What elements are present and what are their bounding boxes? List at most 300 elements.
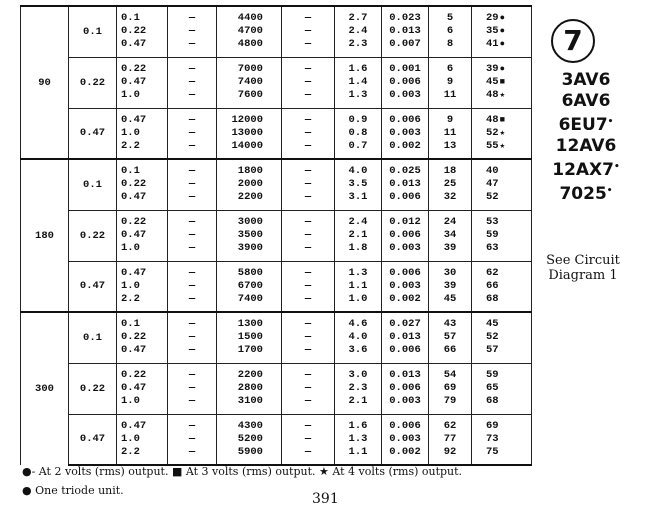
coupling-value: 0.002	[389, 292, 421, 305]
column-cell-c5	[217, 414, 282, 465]
column-cell-c8	[382, 210, 429, 261]
data-table	[20, 5, 532, 466]
output-value	[486, 229, 531, 242]
output-number: 35	[486, 25, 499, 38]
dash-mark: —	[304, 432, 312, 445]
grid-resistor-value: 0.47	[121, 229, 147, 241]
coupling-value: 0.013	[389, 369, 421, 381]
grid-resistor-value: 1.0	[121, 432, 140, 445]
output-number: 39	[486, 63, 499, 75]
column-cell-c6	[282, 414, 335, 465]
cathode-value: 2.4	[348, 25, 368, 38]
gain-value: 30	[443, 266, 457, 279]
column-cell-c9	[429, 6, 472, 57]
column-cell-c3	[117, 414, 168, 465]
dash-mark: —	[188, 395, 196, 407]
grid-resistor-value: 0.22	[121, 369, 147, 381]
coupling-value: 0.003	[389, 126, 421, 139]
cathode-value: 4.6	[348, 318, 368, 331]
dash-mark: —	[188, 126, 196, 139]
output-value	[486, 382, 531, 395]
coupling-value: 0.013	[389, 331, 421, 344]
output-number: 59	[486, 369, 499, 381]
dash-mark: —	[188, 432, 196, 445]
footnote-output-levels: ●- At 2 volts (rms) output. ■ At 3 volts (rms) output. ★ At 4 volts (rms) output.	[22, 465, 463, 478]
column-cell-c6	[282, 108, 335, 159]
table-row	[21, 6, 532, 57]
table-row	[21, 261, 532, 312]
dash-mark: —	[304, 369, 312, 381]
output-number: 55	[486, 139, 499, 152]
cathode-value: 1.6	[348, 63, 368, 75]
output-number: 62	[486, 266, 499, 279]
dash-mark: —	[304, 266, 312, 279]
coupling-value: 0.013	[389, 25, 421, 38]
tube-name: 7025	[559, 184, 607, 204]
tube-name: 6AV6	[561, 91, 611, 111]
output-number: 29	[486, 12, 499, 25]
circuit-number-badge	[551, 19, 595, 63]
dash-mark: —	[188, 419, 196, 432]
gain-value: 92	[443, 445, 457, 458]
column-cell-c9	[429, 57, 472, 108]
output-level-mark: ■	[499, 77, 506, 87]
column-cell-c4	[168, 261, 217, 312]
grid-resistor-value: 1.0	[121, 89, 140, 101]
diagram-text: Diagram 1	[548, 268, 618, 283]
column-cell-c7	[335, 363, 382, 414]
dash-mark: —	[304, 242, 312, 254]
output-value	[486, 216, 531, 229]
dash-mark: —	[304, 331, 312, 344]
dash-mark: —	[304, 229, 312, 241]
gain-value: 77	[443, 432, 457, 445]
voltage-cell: 90	[21, 6, 69, 159]
coupling-value: 0.002	[389, 139, 421, 152]
dash-mark: —	[188, 344, 196, 357]
gain-value: 57	[443, 331, 457, 344]
triode-mark: •	[613, 162, 620, 172]
triode-mark: •	[606, 186, 613, 196]
cathode-value: 2.4	[348, 216, 368, 228]
output-number: 52	[486, 331, 499, 344]
table-row	[21, 363, 532, 414]
gain-value: 13	[443, 139, 457, 152]
coupling-value: 0.006	[389, 191, 421, 204]
coupling-value: 0.007	[389, 38, 421, 51]
coupling-value: 0.012	[389, 216, 421, 228]
table-row	[21, 108, 532, 159]
column-cell-c8	[382, 159, 429, 210]
grid-resistor-value: 2.2	[121, 445, 140, 458]
column-cell-c4	[168, 6, 217, 57]
cathode-value: 2.3	[348, 38, 368, 51]
column-cell-c7	[335, 108, 382, 159]
output-number: 68	[486, 395, 499, 407]
output-number: 45	[486, 318, 499, 331]
load-resistor-value: 6700	[237, 279, 263, 292]
gain-value: 45	[443, 292, 457, 305]
dash-mark: —	[304, 63, 312, 75]
column-cell-c5	[217, 312, 282, 363]
gain-value: 54	[443, 369, 457, 381]
column-cell-c8	[382, 414, 429, 465]
table-row	[21, 312, 532, 363]
dash-mark: —	[188, 229, 196, 241]
dash-mark: —	[304, 279, 312, 292]
output-number: 75	[486, 445, 499, 458]
cathode-value: 1.0	[348, 292, 368, 305]
column-cell-c4	[168, 159, 217, 210]
grid-resistor-value: 0.47	[121, 344, 147, 357]
column-cell-c9	[429, 159, 472, 210]
column-cell-c5	[217, 159, 282, 210]
gain-value: 39	[443, 279, 457, 292]
load-resistor-value: 1300	[237, 318, 263, 331]
gain-value: 62	[443, 419, 457, 432]
output-number: 68	[486, 292, 499, 305]
column-cell-c4	[168, 414, 217, 465]
dash-mark: —	[188, 266, 196, 279]
column-cell-c5	[217, 6, 282, 57]
gain-value: 34	[443, 229, 457, 241]
gain-value: 32	[443, 191, 457, 204]
output-level-mark: ★	[499, 90, 506, 100]
column-cell-c8	[382, 6, 429, 57]
load-resistor-value: 14000	[231, 139, 263, 152]
coupling-value: 0.027	[389, 318, 421, 331]
column-cell-c6	[282, 6, 335, 57]
cathode-value: 3.1	[348, 191, 368, 204]
output-number: 59	[486, 229, 499, 241]
cathode-value: 3.0	[348, 369, 368, 381]
column-cell-c10	[472, 312, 532, 363]
output-number: 48	[486, 113, 499, 126]
column-cell-c7	[335, 6, 382, 57]
column-cell-c7	[335, 312, 382, 363]
output-value	[486, 242, 531, 255]
coupling-value: 0.006	[389, 382, 421, 394]
output-number: 48	[486, 89, 499, 101]
footnotes	[22, 462, 462, 500]
column-cell-c5	[217, 261, 282, 312]
column-cell-c5	[217, 210, 282, 261]
cathode-value: 0.8	[348, 126, 368, 139]
page-number: 391	[312, 491, 339, 507]
column-cell-c3	[117, 261, 168, 312]
dash-mark: —	[188, 216, 196, 228]
plate-resistor-cell: 0.47	[69, 414, 117, 465]
gain-value: 79	[443, 395, 457, 407]
tube-type	[531, 181, 641, 205]
grid-resistor-value: 0.1	[121, 12, 140, 25]
gain-value: 11	[443, 89, 457, 101]
column-cell-c9	[429, 108, 472, 159]
column-cell-c7	[335, 261, 382, 312]
output-value	[486, 280, 531, 293]
load-resistor-value: 3500	[237, 229, 263, 241]
column-cell-c10	[472, 210, 532, 261]
coupling-value: 0.025	[389, 165, 421, 178]
column-cell-c3	[117, 363, 168, 414]
column-cell-c5	[217, 57, 282, 108]
dash-mark: —	[304, 445, 312, 458]
column-cell-c9	[429, 312, 472, 363]
grid-resistor-value: 0.22	[121, 331, 147, 344]
column-cell-c7	[335, 210, 382, 261]
coupling-value: 0.002	[389, 445, 421, 458]
tube-name: 3AV6	[561, 70, 611, 90]
column-cell-c10	[472, 6, 532, 57]
load-resistor-value: 7000	[237, 63, 263, 75]
gain-value: 9	[446, 113, 454, 126]
output-value	[486, 420, 531, 433]
column-cell-c6	[282, 363, 335, 414]
load-resistor-value: 2200	[237, 191, 263, 204]
plate-resistor-cell: 0.22	[69, 210, 117, 261]
load-resistor-value: 5800	[237, 266, 263, 279]
voltage-cell: 180	[21, 159, 69, 312]
grid-resistor-value: 0.22	[121, 216, 147, 228]
dash-mark: —	[304, 216, 312, 228]
gain-value: 43	[443, 318, 457, 331]
cathode-value: 1.1	[348, 445, 368, 458]
plate-resistor-cell: 0.22	[69, 57, 117, 108]
triode-mark: •	[607, 117, 614, 127]
column-cell-c3	[117, 57, 168, 108]
see-circuit-text: See Circuit	[546, 253, 620, 268]
grid-resistor-value: 1.0	[121, 279, 140, 292]
dash-mark: —	[188, 113, 196, 126]
output-number: 52	[486, 191, 499, 204]
dash-mark: —	[304, 126, 312, 139]
coupling-value: 0.001	[389, 63, 421, 75]
dash-mark: —	[188, 369, 196, 381]
column-cell-c10	[472, 159, 532, 210]
load-resistor-value: 2200	[237, 369, 263, 381]
load-resistor-value: 3000	[237, 216, 263, 228]
output-value	[486, 127, 531, 140]
cathode-value: 4.0	[348, 165, 368, 178]
tube-type	[531, 112, 641, 136]
coupling-value: 0.006	[389, 113, 421, 126]
column-cell-c5	[217, 363, 282, 414]
dash-mark: —	[188, 25, 196, 38]
grid-resistor-value: 0.1	[121, 165, 140, 178]
output-number: 53	[486, 216, 499, 228]
plate-resistor-cell: 0.1	[69, 159, 117, 210]
column-cell-c10	[472, 108, 532, 159]
dash-mark: —	[304, 178, 312, 191]
tube-type	[531, 157, 641, 181]
gain-value: 6	[446, 25, 454, 38]
grid-resistor-value: 1.0	[121, 242, 140, 254]
column-cell-c4	[168, 108, 217, 159]
dash-mark: —	[188, 38, 196, 51]
cathode-value: 2.1	[348, 395, 368, 407]
output-value	[486, 25, 531, 38]
cathode-value: 2.7	[348, 12, 368, 25]
cathode-value: 4.0	[348, 331, 368, 344]
gain-value: 25	[443, 178, 457, 191]
gain-value: 24	[443, 216, 457, 228]
load-resistor-value: 4300	[237, 419, 263, 432]
coupling-value: 0.003	[389, 432, 421, 445]
dash-mark: —	[188, 318, 196, 331]
column-cell-c10	[472, 57, 532, 108]
dash-mark: —	[188, 331, 196, 344]
dash-mark: —	[188, 382, 196, 394]
output-number: 47	[486, 178, 499, 191]
output-level-mark: ●	[499, 64, 506, 74]
column-cell-c6	[282, 210, 335, 261]
column-cell-c4	[168, 57, 217, 108]
dash-mark: —	[304, 419, 312, 432]
cathode-value: 1.4	[348, 76, 368, 88]
column-cell-c6	[282, 312, 335, 363]
load-resistor-value: 1500	[237, 331, 263, 344]
output-value	[486, 318, 531, 331]
tube-name: 12AV6	[555, 136, 617, 156]
cathode-value: 3.6	[348, 344, 368, 357]
dash-mark: —	[304, 395, 312, 407]
output-value	[486, 267, 531, 280]
column-cell-c6	[282, 57, 335, 108]
output-value	[486, 395, 531, 408]
gain-value: 66	[443, 344, 457, 357]
dash-mark: —	[188, 76, 196, 88]
cathode-value: 1.3	[348, 432, 368, 445]
grid-resistor-value: 1.0	[121, 395, 140, 407]
dash-mark: —	[188, 139, 196, 152]
column-cell-c3	[117, 6, 168, 57]
output-value	[486, 344, 531, 357]
output-level-mark: ●	[499, 26, 506, 37]
output-value	[486, 63, 531, 76]
dash-mark: —	[304, 76, 312, 88]
dash-mark: —	[304, 318, 312, 331]
table-row	[21, 414, 532, 465]
grid-resistor-value: 2.2	[121, 139, 140, 152]
output-value	[486, 114, 531, 127]
tube-type	[531, 136, 641, 157]
column-cell-c8	[382, 108, 429, 159]
load-resistor-value: 7400	[237, 292, 263, 305]
output-value	[486, 293, 531, 306]
load-resistor-value: 12000	[231, 113, 263, 126]
table-row	[21, 210, 532, 261]
output-value	[486, 331, 531, 344]
dash-mark: —	[188, 165, 196, 178]
output-number: 52	[486, 126, 499, 139]
load-resistor-value: 3900	[237, 242, 263, 254]
gain-value: 11	[443, 126, 457, 139]
grid-resistor-value: 0.47	[121, 113, 147, 126]
load-resistor-value: 3100	[237, 395, 263, 407]
cathode-value: 0.9	[348, 113, 368, 126]
table-row	[21, 159, 532, 210]
output-value	[486, 446, 531, 459]
dash-mark: —	[304, 344, 312, 357]
output-number: 66	[486, 279, 499, 292]
column-cell-c6	[282, 261, 335, 312]
column-cell-c7	[335, 57, 382, 108]
output-value	[486, 191, 531, 204]
dash-mark: —	[304, 165, 312, 178]
output-number: 65	[486, 382, 499, 394]
column-cell-c3	[117, 312, 168, 363]
table-row	[21, 57, 532, 108]
column-cell-c10	[472, 414, 532, 465]
gain-value: 8	[446, 38, 454, 51]
load-resistor-value: 4800	[237, 38, 263, 51]
cathode-value: 1.3	[348, 89, 368, 101]
cathode-value: 0.7	[348, 139, 368, 152]
load-resistor-value: 7400	[237, 76, 263, 88]
output-number: 57	[486, 344, 499, 357]
plate-resistor-cell: 0.1	[69, 6, 117, 57]
coupling-value: 0.003	[389, 242, 421, 254]
gain-value: 18	[443, 165, 457, 178]
output-value	[486, 178, 531, 191]
output-value	[486, 89, 531, 102]
coupling-value: 0.006	[389, 344, 421, 357]
grid-resistor-value: 0.47	[121, 191, 147, 204]
output-number: 63	[486, 242, 499, 254]
grid-resistor-value: 0.47	[121, 38, 147, 51]
cathode-value: 2.1	[348, 229, 368, 241]
output-value	[486, 165, 531, 178]
voltage-cell: 300	[21, 312, 69, 465]
output-level-mark: ●	[499, 39, 506, 50]
plate-resistor-cell: 0.22	[69, 363, 117, 414]
dash-mark: —	[304, 38, 312, 51]
output-number: 41	[486, 38, 499, 51]
output-number: 69	[486, 419, 499, 432]
column-cell-c8	[382, 363, 429, 414]
coupling-value: 0.003	[389, 395, 421, 407]
dash-mark: —	[188, 292, 196, 305]
cathode-value: 1.1	[348, 279, 368, 292]
column-cell-c9	[429, 363, 472, 414]
gain-value: 5	[446, 12, 454, 25]
plate-resistor-cell: 0.47	[69, 261, 117, 312]
gain-value: 39	[443, 242, 457, 254]
tube-type	[531, 70, 641, 91]
circuit-number: 7	[563, 24, 583, 57]
load-resistor-value: 2000	[237, 178, 263, 191]
cathode-value: 1.3	[348, 266, 368, 279]
dash-mark: —	[304, 113, 312, 126]
load-resistor-value: 5200	[237, 432, 263, 445]
load-resistor-value: 2800	[237, 382, 263, 394]
grid-resistor-value: 1.0	[121, 126, 140, 139]
column-cell-c5	[217, 108, 282, 159]
coupling-value: 0.006	[389, 419, 421, 432]
grid-resistor-value: 0.22	[121, 63, 147, 75]
output-level-mark: ●	[499, 13, 506, 24]
column-cell-c3	[117, 159, 168, 210]
load-resistor-value: 4400	[237, 12, 263, 25]
coupling-value: 0.006	[389, 229, 421, 241]
column-cell-c8	[382, 57, 429, 108]
grid-resistor-value: 0.22	[121, 25, 147, 38]
dash-mark: —	[188, 279, 196, 292]
column-cell-c8	[382, 261, 429, 312]
dash-mark: —	[188, 445, 196, 458]
output-value	[486, 369, 531, 382]
grid-resistor-value: 0.47	[121, 76, 147, 88]
